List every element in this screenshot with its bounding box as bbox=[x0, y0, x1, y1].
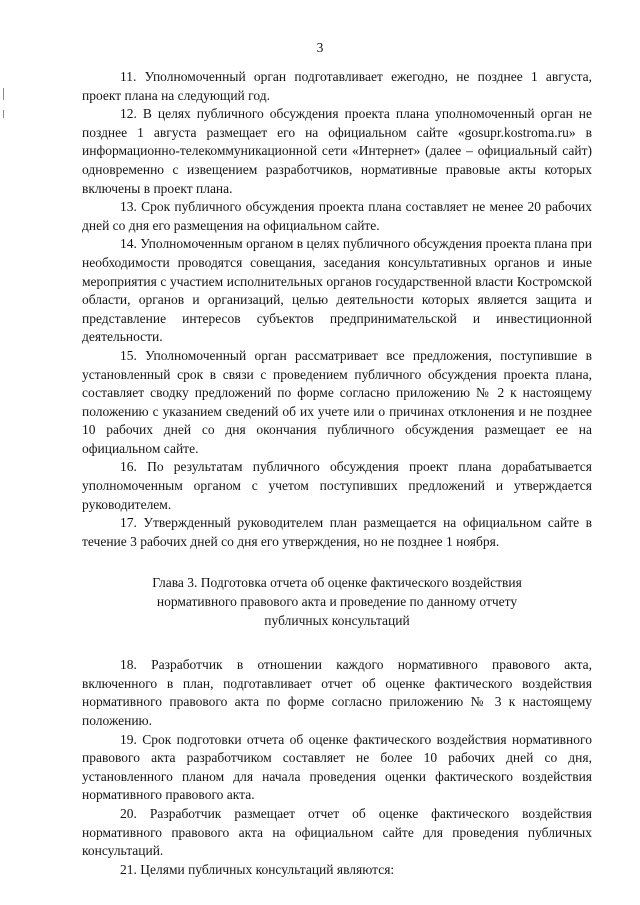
paragraph-20: 20. Разработчик размещает отчет об оценке фактического воздействия нормативного правового акта на официальном сайте для проведения публичных консультаций. bbox=[82, 805, 592, 859]
chapter-heading-line: нормативного правового акта и проведение по данному отчету bbox=[156, 594, 518, 610]
paragraph-14: 14. Уполномоченным органом в целях публичного обсуждения проекта плана при необходимости проводятся совещания, заседания консультативных органов и иные мероприятия с участием исполнительных органов государственной власти Костромской области, органов и организаций, целью деятельности которых является защита и представление интересов субъектов предпринимательской и инвестиционной деятельности. bbox=[82, 236, 592, 345]
chapter-heading-line: публичных консультаций bbox=[264, 612, 410, 628]
paragraph-16: 16. По результатам публичного обсуждения проект плана дорабатывается уполномоченным органом с учетом поступивших предложений и утверждается руководителем. bbox=[82, 459, 592, 512]
paragraph-19: 19. Срок подготовки отчета об оценке фактического воздействия нормативного правового акта разработчиком составляет не более 10 рабочих дней со дня, установленного планом для начала проведения оценки фактического воздействия нормативного правового акта. bbox=[82, 731, 592, 803]
margin-mark bbox=[3, 110, 4, 118]
margin-mark bbox=[3, 88, 4, 100]
document-body bbox=[82, 68, 592, 879]
paragraph-18: 18. Разработчик в отношении каждого нормативного правового акта, включенного в план, подготавливает отчет об оценке фактического воздействия нормативного правового акта по форме согласно приложению № 3 к настоящему положению. bbox=[82, 657, 592, 728]
page-number: 3 bbox=[316, 40, 324, 55]
paragraph-11: 11. Уполномоченный орган подготавливает ежегодно, не позднее 1 августа, проект плана на следующий год. bbox=[82, 69, 592, 103]
paragraph-17: 17. Утвержденный руководителем план размещается на официальном сайте в течение 3 рабочих дней со дня его утверждения, но не позднее 1 ноября. bbox=[82, 515, 592, 549]
paragraph-15: 15. Уполномоченный орган рассматривает все предложения, поступившие в установленный срок в связи с проведением публичного обсуждения проекта плана, составляет сводку предложений по форме согласно приложению № 2 к настоящему положению с указанием сведений об их учете или о причинах отклонения и не позднее 10 рабочих дней со дня окончания публичного обсуждения размещает ее на официальном сайте. bbox=[82, 347, 592, 456]
paragraph-13: 13. Срок публичного обсуждения проекта плана составляет не менее 20 рабочих дней со дня его размещения на официальном сайте. bbox=[82, 199, 592, 233]
chapter-heading bbox=[82, 574, 592, 630]
paragraph-21: 21. Целями публичных консультаций являются: bbox=[120, 861, 395, 877]
chapter-heading-line: Глава 3. Подготовка отчета об оценке фактического воздействия bbox=[152, 575, 522, 591]
paragraph-12: 12. В целях публичного обсуждения проекта плана уполномоченный орган не позднее 1 августа размещает его на официальном сайте «gosupr.kostroma.ru» в информационно-телекоммуникационной сети «Интернет» (далее – официальный сайт) одновременно с извещением разработчиков, нормативные правовые акты которых включены в проект плана. bbox=[82, 106, 592, 196]
